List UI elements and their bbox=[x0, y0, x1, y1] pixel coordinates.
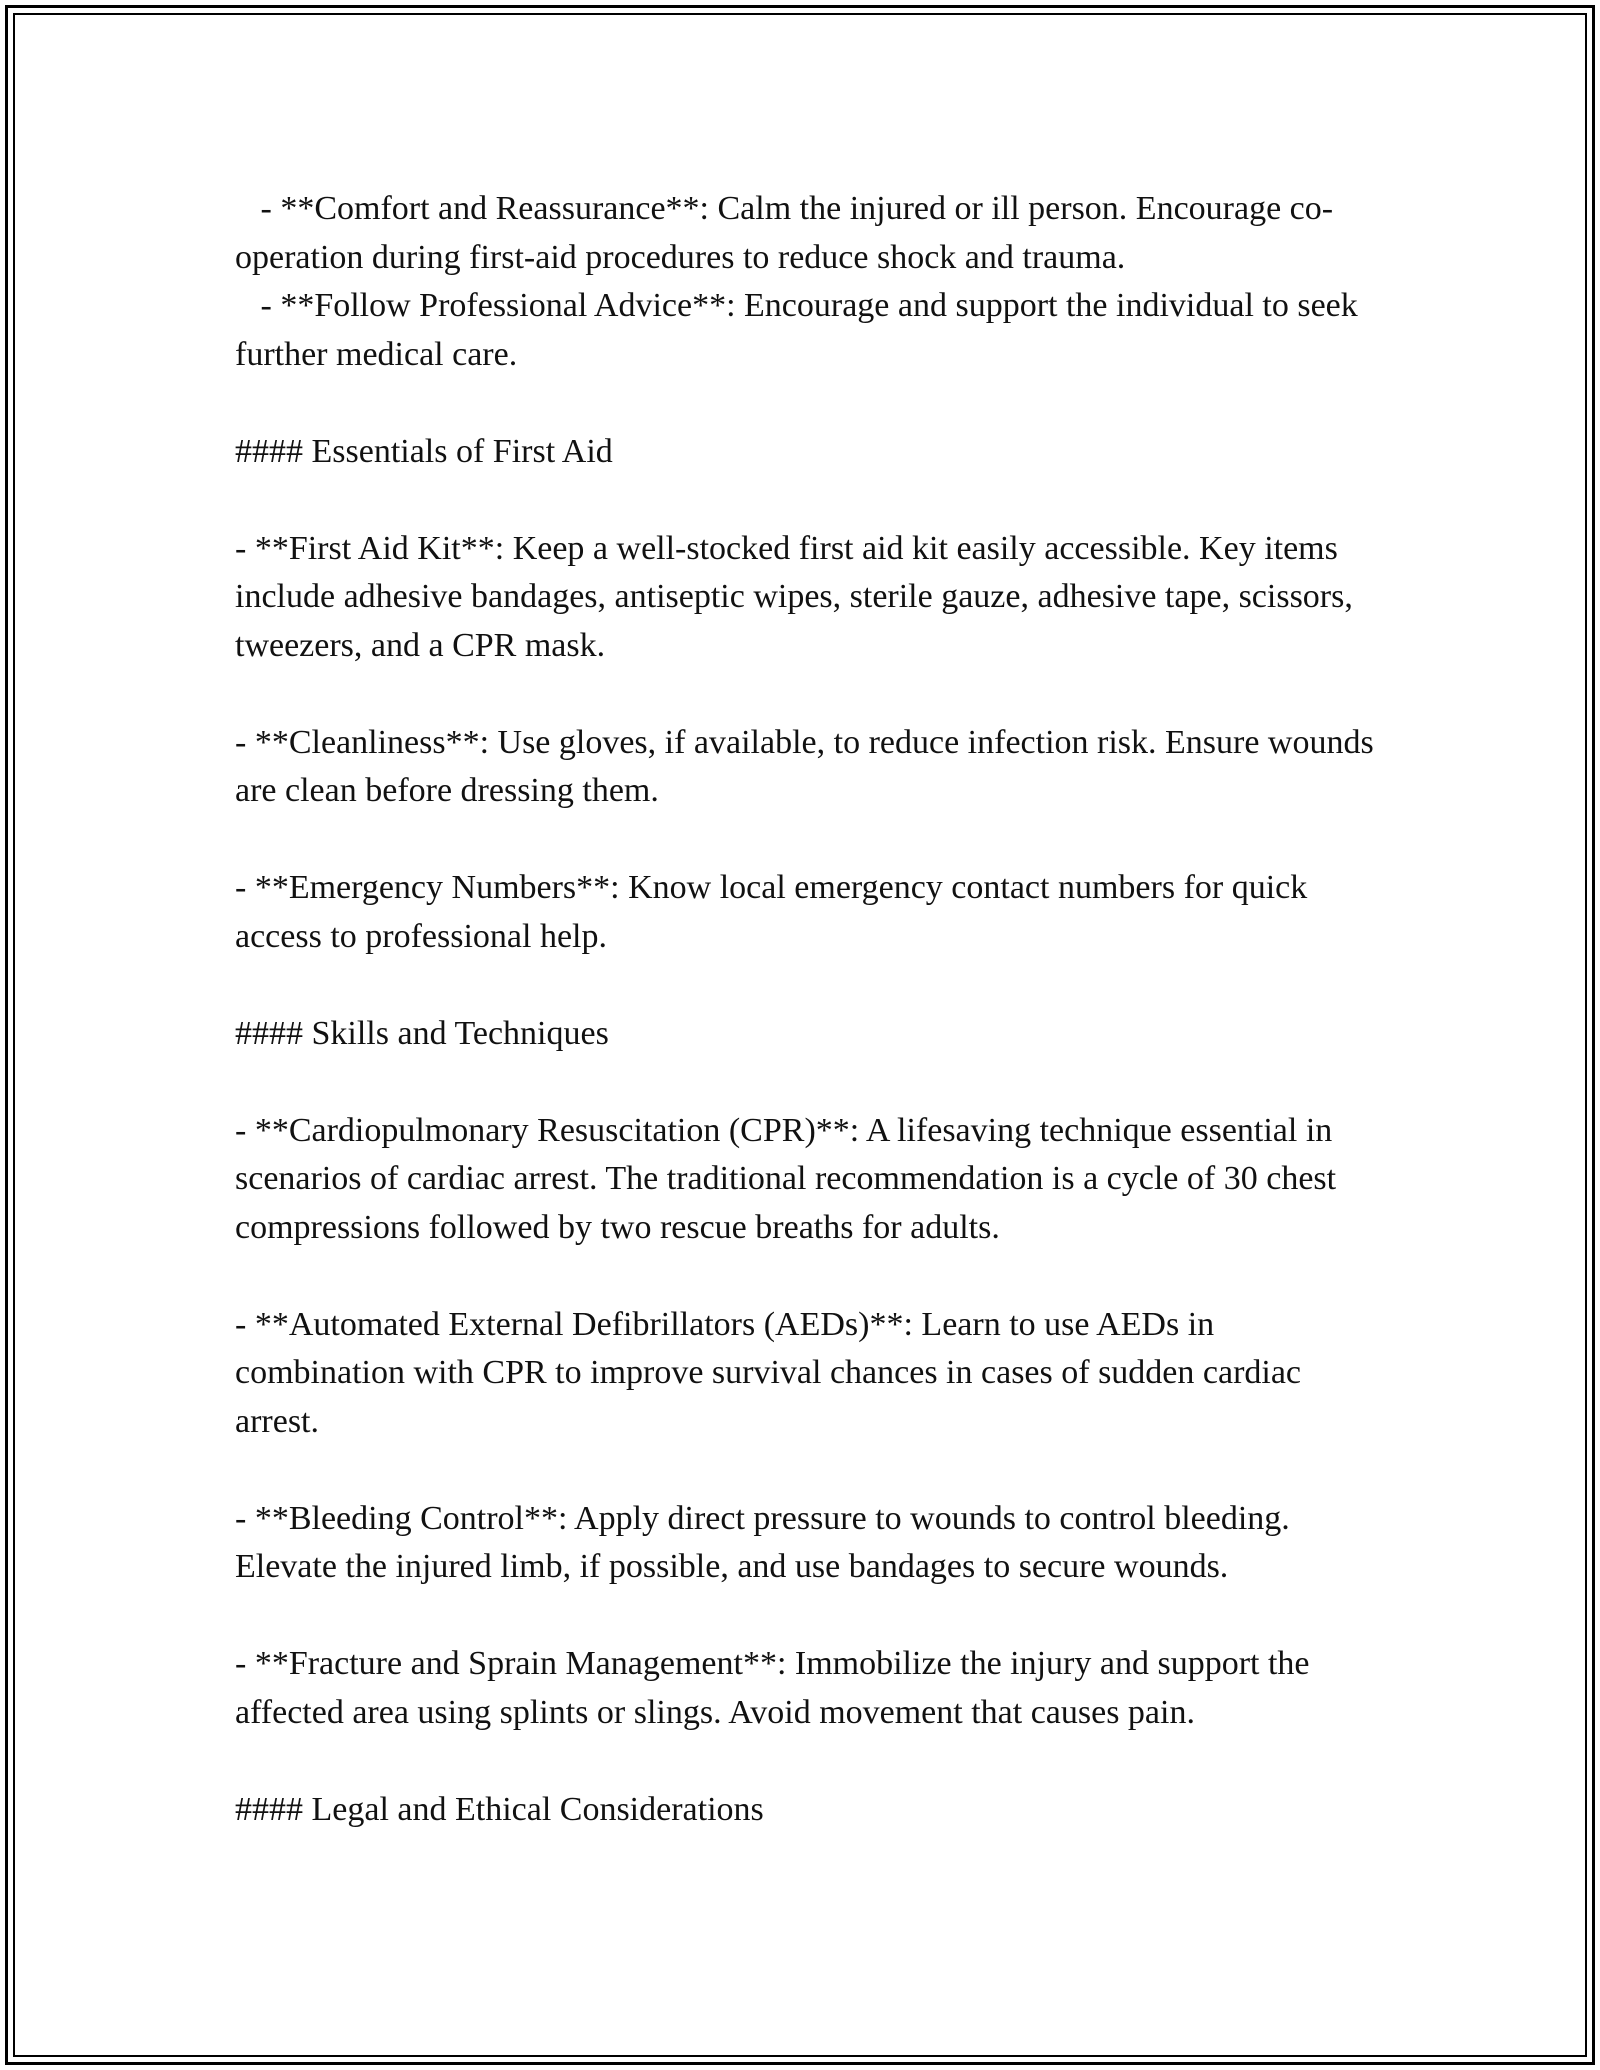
document-body bbox=[235, 185, 1383, 1834]
spacer bbox=[235, 1252, 1375, 1301]
essentials-heading: #### Essentials of First Aid bbox=[235, 432, 613, 470]
legal-ethical-heading: #### Legal and Ethical Considerations bbox=[235, 1790, 764, 1828]
comfort-reassurance-item: - **Comfort and Reassurance**: Calm the injured or ill person. Encourage co-operation during first-aid procedures to reduce shock and trauma. bbox=[235, 190, 1334, 276]
spacer bbox=[235, 476, 1375, 525]
spacer bbox=[235, 961, 1375, 1010]
cpr-item: - **Cardiopulmonary Resuscitation (CPR)**: A lifesaving technique essential in scenarios of cardiac arrest. The traditional recommendation is a cycle of 30 chest compressions followed by two rescue breaths for adults. bbox=[235, 1111, 1345, 1246]
cleanliness-item: - **Cleanliness**: Use gloves, if available, to reduce infection risk. Ensure wounds are clean before dressing them. bbox=[235, 723, 1383, 809]
spacer bbox=[235, 1737, 1375, 1786]
spacer bbox=[235, 1058, 1375, 1107]
spacer bbox=[235, 670, 1375, 719]
bleeding-control-item: - **Bleeding Control**: Apply direct pressure to wounds to control bleeding. Elevate the injured limb, if possible, and use bandages to secure wounds. bbox=[235, 1499, 1299, 1585]
first-aid-kit-item: - **First Aid Kit**: Keep a well-stocked first aid kit easily accessible. Key items include adhesive bandages, antiseptic wipes, sterile gauze, adhesive tape, scissors, tweezers, and a CPR mask. bbox=[235, 529, 1362, 664]
professional-advice-item: - **Follow Professional Advice**: Encourage and support the individual to seek further medical care. bbox=[235, 287, 1367, 373]
fracture-sprain-item: - **Fracture and Sprain Management**: Immobilize the injury and support the affected area using splints or slings. Avoid movement that causes pain. bbox=[235, 1645, 1319, 1731]
spacer bbox=[235, 1592, 1375, 1641]
emergency-numbers-item: - **Emergency Numbers**: Know local emergency contact numbers for quick access to professional help. bbox=[235, 869, 1316, 955]
spacer bbox=[235, 379, 1375, 428]
skills-heading: #### Skills and Techniques bbox=[235, 1014, 609, 1052]
spacer bbox=[235, 816, 1375, 865]
aed-item: - **Automated External Defibrillators (AEDs)**: Learn to use AEDs in combination with CPR to improve survival chances in cases of sudden cardiac arrest. bbox=[235, 1305, 1310, 1440]
spacer bbox=[235, 1446, 1375, 1495]
